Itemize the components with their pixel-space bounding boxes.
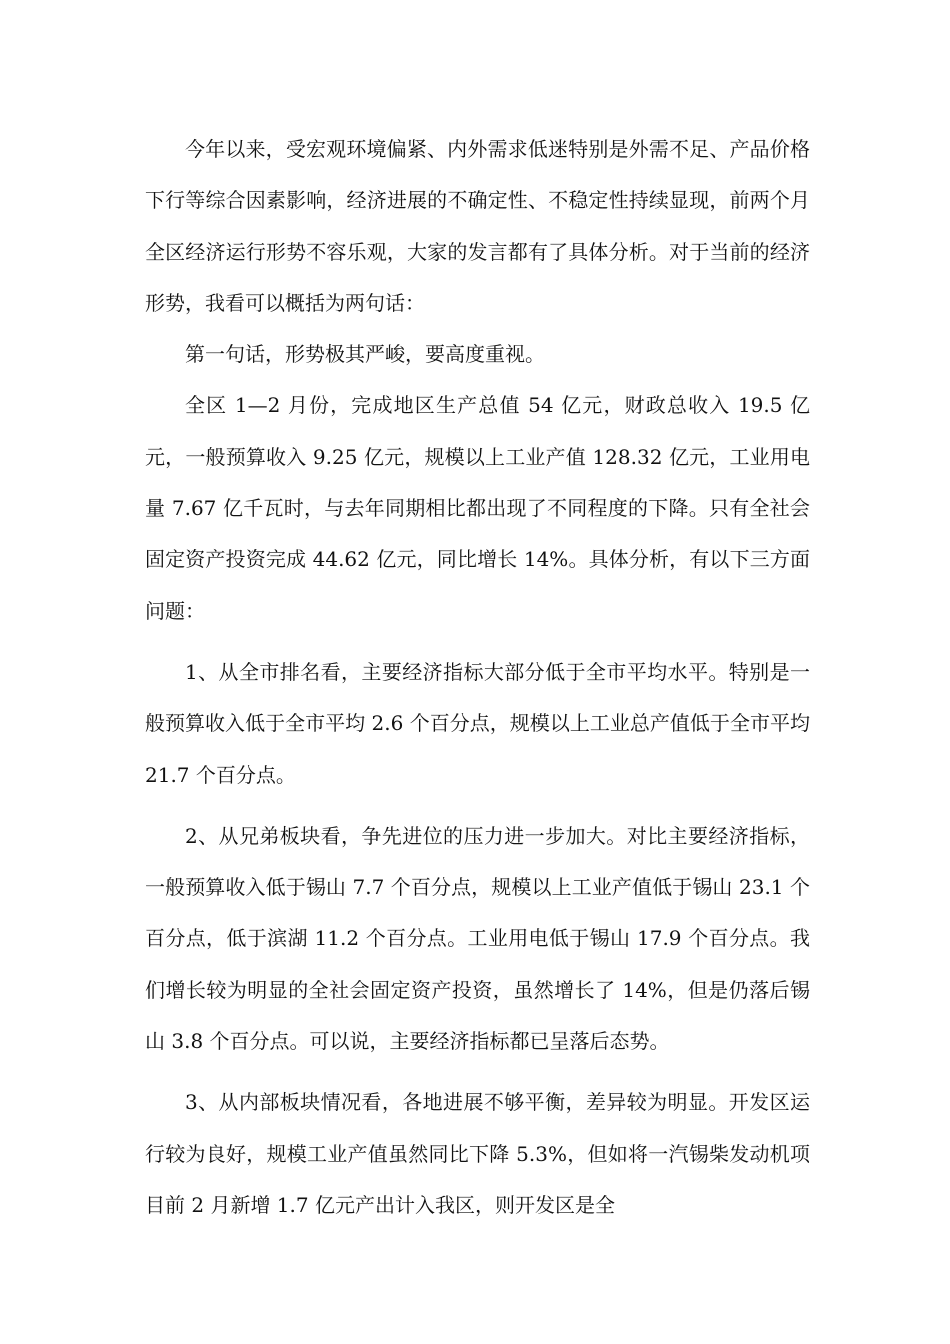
paragraph-economic-figures: 全区 1—2 月份，完成地区生产总值 54 亿元，财政总收入 19.5 亿元，一般预算收入 9.25 亿元，规模以上工业产值 128.32 亿元，工业用电量 7.67 亿千瓦时，与去年同期相比都出现了不同程度的下降。只有全社会固定资产投资完成 44.62 亿元，同比增长 14%。具体分析，有以下三方面问题：: [145, 393, 810, 623]
paragraph-point-1: 1、从全市排名看，主要经济指标大部分低于全市平均水平。特别是一般预算收入低于全市平均 2.6 个百分点，规模以上工业总产值低于全市平均 21.7 个百分点。: [145, 659, 810, 787]
paragraph-point-2: 2、从兄弟板块看，争先进位的压力进一步加大。对比主要经济指标，一般预算收入低于锡山 7.7 个百分点，规模以上工业产值低于锡山 23.1 个百分点，低于滨湖 11.2 个百分点。工业用电低于锡山 17.9 个百分点。我们增长较为明显的全社会固定资产投资，虽然增长了 14%，但是仍落后锡山 3.8 个百分点。可以说，主要经济指标都已呈落后态势。: [145, 823, 810, 1054]
paragraph-first-sentence: 第一句话，形势极其严峻，要高度重视。: [185, 342, 545, 367]
paragraph-point-3: 3、从内部板块情况看，各地进展不够平衡，差异较为明显。开发区运行较为良好，规模工业产值虽然同比下降 5.3%，但如将一汽锡柴发动机项目前 2 月新增 1.7 亿元产出计入我区，则开发区是全: [145, 1090, 810, 1217]
document-body: [145, 124, 810, 1231]
paragraph-intro: 今年以来，受宏观环境偏紧、内外需求低迷特别是外需不足、产品价格下行等综合因素影响，经济进展的不确定性、不稳定性持续显现，前两个月全区经济运行形势不容乐观，大家的发言都有了具体分析。对于当前的经济形势，我看可以概括为两句话：: [145, 137, 810, 315]
